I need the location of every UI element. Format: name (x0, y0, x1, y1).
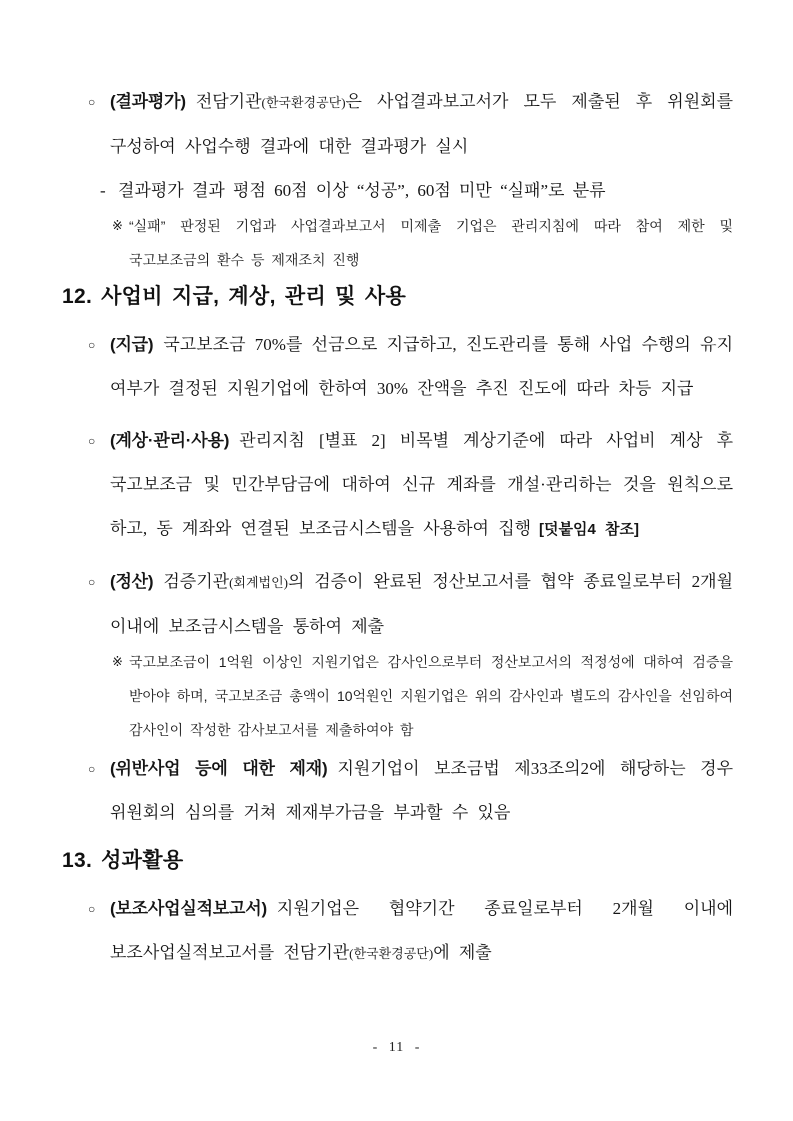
section-number: 12. (62, 285, 93, 308)
bullet-item-result-evaluation (62, 80, 733, 169)
bullet-body: 은 사업결과보고서가 모두 제출된 후 위원회를 구성하여 사업수행 결과에 대한 결과평가 실시 (110, 92, 733, 156)
reference-mark-icon: ※ (112, 654, 123, 669)
inline-paren: (한국환경공단) (349, 946, 434, 961)
circle-bullet-icon: ○ (88, 338, 96, 352)
circle-bullet-icon: ○ (88, 762, 96, 776)
bullet-text (110, 887, 733, 976)
page-number: - 11 - (372, 1040, 421, 1055)
note-text: “실패” 판정된 기업과 사업결과보고서 미제출 기업은 관리지침에 따라 참여 제한 및 국고보조금의 환수 등 제재조치 진행 (129, 218, 733, 268)
dash-item-grading (62, 169, 733, 213)
attachment-reference: [덧붙임4 참조] (539, 521, 639, 538)
bullet-term: (정산) (110, 572, 154, 591)
bullet-body: 전담기관 (195, 92, 262, 111)
bullet-body: 에 제출 (433, 943, 492, 962)
section-title: 사업비 지급, 계상, 관리 및 사용 (101, 285, 407, 308)
section-heading-13 (62, 847, 733, 875)
bullet-term: (계상·관리·사용) (110, 431, 230, 450)
bullet-body: 국고보조금 70%를 선금으로 지급하고, 진도관리를 통해 사업 수행의 유지 여부가 결정된 지원기업에 한하여 30% 잔액을 추진 진도에 따라 차등 지급 (110, 335, 733, 398)
note-item-audit-requirement (62, 645, 733, 747)
circle-bullet-icon: ○ (88, 95, 96, 109)
section-number: 13. (62, 849, 93, 872)
section-title: 성과활용 (101, 849, 184, 872)
bullet-text (110, 323, 733, 411)
note-text: 국고보조금이 1억원 이상인 지원기업은 감사인으로부터 정산보고서의 적정성에 대하여 검증을 받아야 하며, 국고보조금 총액이 10억원인 지원기업은 위의 감사인과 별도의 감사인을 선임하여 감사인이 작성한 감사보고서를 제출하여야 함 (129, 654, 733, 738)
bullet-item-settlement (62, 560, 733, 649)
bullet-item-payment (62, 323, 733, 411)
bullet-text (110, 560, 733, 649)
circle-bullet-icon: ○ (88, 902, 96, 916)
bullet-term: (위반사업 등에 대한 제재) (110, 759, 328, 778)
inline-paren: (회계법인) (229, 575, 288, 590)
bullet-term: (결과평가) (110, 92, 186, 111)
bullet-body: 검증기관 (163, 572, 230, 591)
dash-marker: - (100, 181, 106, 200)
dash-text: 결과평가 결과 평점 60점 이상 “성공”, 60점 미만 “실패”로 분류 (118, 181, 606, 200)
bullet-text (110, 419, 733, 552)
note-item-failure-sanction (62, 209, 733, 277)
bullet-body: 의 검증이 완료된 정산보고서를 협약 종료일로부터 2개월 이내에 보조금시스템을 통하여 제출 (110, 572, 733, 636)
reference-mark-icon: ※ (112, 218, 123, 233)
bullet-text (110, 80, 733, 169)
circle-bullet-icon: ○ (88, 434, 96, 448)
bullet-text (110, 747, 733, 835)
bullet-item-performance-report (62, 887, 733, 976)
bullet-term: (보조사업실적보고서) (110, 899, 267, 918)
bullet-body: 관리지침 [별표 2] 비목별 계상기준에 따라 사업비 계상 후 국고보조금 및 민간부담금에 대하여 신규 계좌를 개설·관리하는 것을 원칙으로 하고, 동 계좌와 연결된 보조금시스템을 사용하여 집행 (110, 431, 733, 538)
circle-bullet-icon: ○ (88, 575, 96, 589)
bullet-term: (지급) (110, 335, 154, 354)
section-heading-12 (62, 283, 733, 311)
inline-paren: (한국환경공단) (261, 95, 346, 110)
bullet-body: 지원기업이 보조금법 제33조의2에 해당하는 경우 위원회의 심의를 거쳐 제재부가금을 부과할 수 있음 (110, 759, 733, 822)
bullet-item-violation-sanction (62, 747, 733, 835)
bullet-item-accounting-management-use (62, 419, 733, 552)
bullet-body: 지원기업은 협약기간 종료일로부터 2개월 이내에 보조사업실적보고서를 전담기관 (110, 899, 733, 962)
